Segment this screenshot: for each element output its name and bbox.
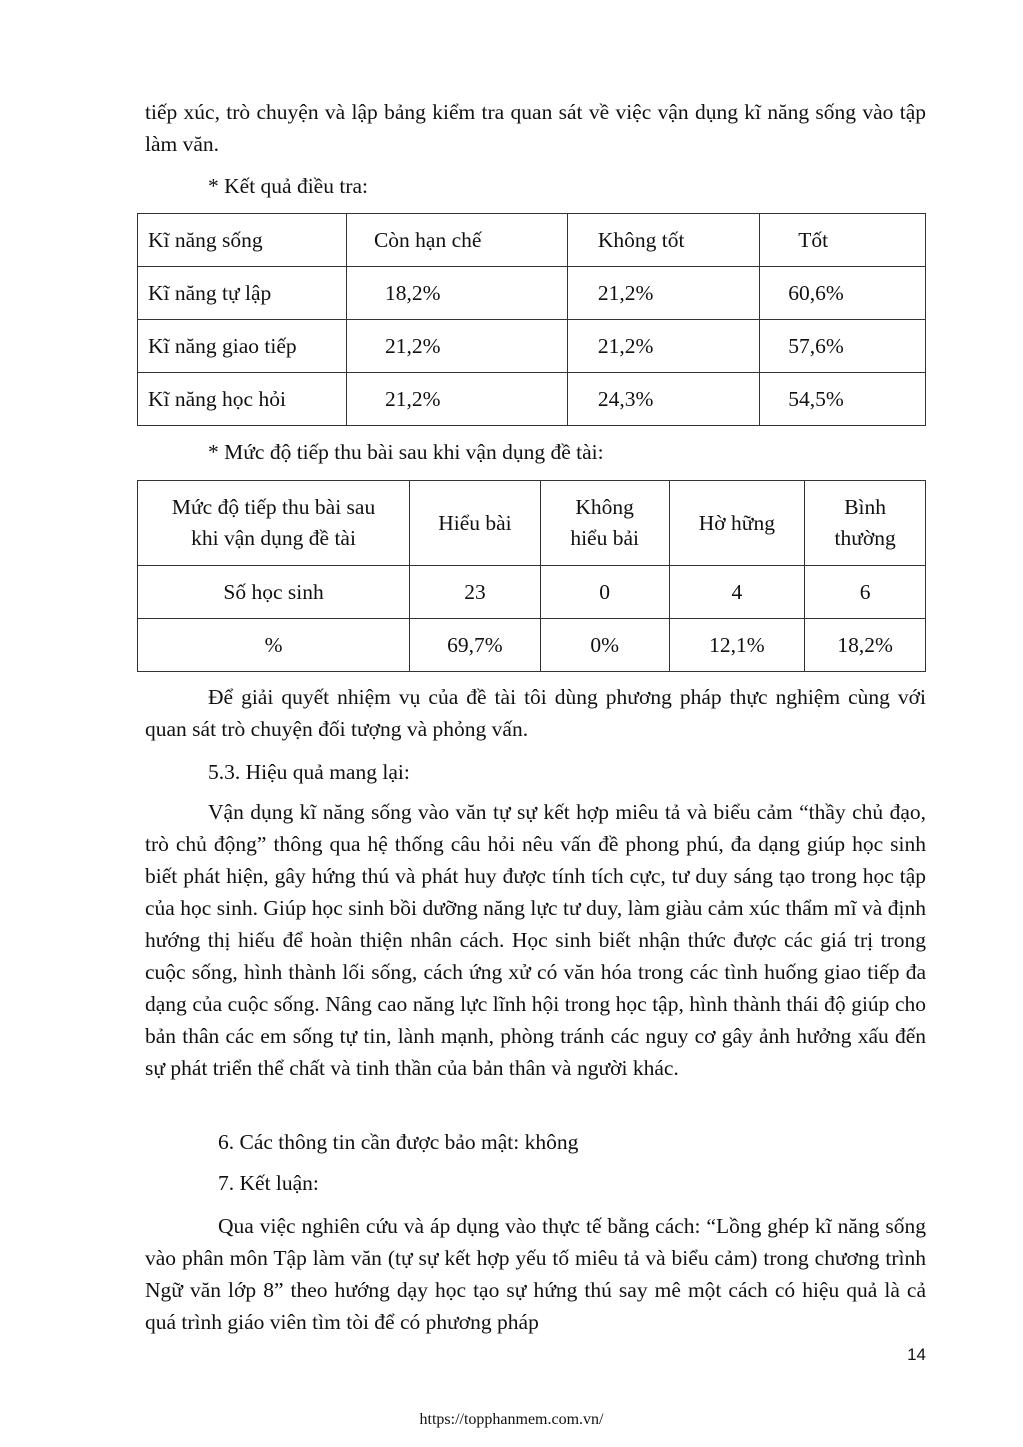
table-row [138,619,926,672]
absorption-table [137,480,926,672]
table-cell: % [138,619,410,672]
table-header-cell [540,481,669,566]
survey-heading: * Kết quả điều tra: [208,174,369,198]
table-cell: Kĩ năng tự lập [138,267,347,320]
table-header-cell: Không tốt [567,214,759,267]
table-cell: 21,2% [567,320,759,373]
table-cell: 18,2% [805,619,926,672]
header-line: Bình [844,495,887,519]
header-line: khi vận dụng đề tài [191,526,356,550]
table-cell: Kĩ năng giao tiếp [138,320,347,373]
table-header-cell [805,481,926,566]
page-number: 14 [907,1345,926,1364]
absorption-heading: * Mức độ tiếp thu bài sau khi vận dụng đề tài: [208,440,604,464]
table-row [138,267,926,320]
table-header-cell: Còn hạn chế [346,214,567,267]
header-line: Hiểu bài [438,510,512,535]
conclusion-paragraph: Qua việc nghiên cứu và áp dụng vào thực tế bằng cách: “Lồng ghép kĩ năng sống vào phân môn Tập làm văn (tự sự kết hợp yếu tố miêu tả và biểu cảm) trong chương trình Ngữ văn lớp 8” theo hướng dạy học tạo sự hứng thú say mê một cách có hiệu quả là cả quá trình giáo viên tìm tòi để có phương pháp [145,1214,926,1334]
table-cell: 21,2% [346,373,567,426]
intro-paragraph: tiếp xúc, trò chuyện và lập bảng kiểm tra quan sát về việc vận dụng kĩ năng sống vào tập làm văn. [145,100,926,156]
table-header-cell [410,481,541,566]
table-header-cell: Kĩ năng sống [138,214,347,267]
table-cell: 23 [410,566,541,619]
table-row [138,373,926,426]
header-line: Hờ hững [698,510,775,535]
table-cell: 60,6% [760,267,926,320]
table-cell: 54,5% [760,373,926,426]
table-cell: 18,2% [346,267,567,320]
table-header-row [138,481,926,566]
footer-url[interactable]: https://topphanmem.com.vn/ [419,1411,604,1428]
table-row [138,566,926,619]
table-cell: 4 [669,566,805,619]
table-cell: 12,1% [669,619,805,672]
table-cell: 57,6% [760,320,926,373]
header-line: thường [834,526,896,550]
table-cell: 21,2% [567,267,759,320]
section-6-title: 6. Các thông tin cần được bảo mật: không [218,1130,579,1154]
section-7-title: 7. Kết luận: [218,1171,319,1195]
table-cell: 24,3% [567,373,759,426]
effect-paragraph: Vận dụng kĩ năng sống vào văn tự sự kết hợp miêu tả và biểu cảm “thầy chủ đạo, trò chủ động” thông qua hệ thống câu hỏi nêu vấn đề phong phú, đa dạng giúp học sinh biết phát hiện, gây hứng thú và phát huy được tính tích cực, tư duy sáng tạo trong học tập của học sinh. Giúp học sinh bồi dưỡng năng lực tư duy, làm giàu cảm xúc thẩm mĩ và định hướng thị hiếu để hoàn thiện nhân cách. Học sinh biết nhận thức được các giá trị trong cuộc sống, hình thành lối sống, cách ứng xử có văn hóa trong các tình huống giao tiếp đa dạng của cuộc sống. Nâng cao năng lực lĩnh hội trong học tập, hình thành thái độ giúp cho bản thân các em sống tự tin, lành mạnh, phòng tránh các nguy cơ gây ảnh hưởng xấu đến sự phát triển thể chất và tinh thần của bản thân và người khác. [145,800,926,1080]
table-cell: 6 [805,566,926,619]
header-line: hiểu bải [570,526,639,550]
header-line: Không [575,495,634,519]
table-row [138,320,926,373]
table-cell: Kĩ năng học hỏi [138,373,347,426]
table-header-cell: Tốt [760,214,926,267]
table-cell: 21,2% [346,320,567,373]
table-header-row [138,214,926,267]
table-cell: 0% [540,619,669,672]
method-paragraph: Để giải quyết nhiệm vụ của đề tài tôi dùng phương pháp thực nghiệm cùng với quan sát trò chuyện đối tượng và phỏng vấn. [145,685,926,741]
table-cell: 69,7% [410,619,541,672]
table-header-cell [138,481,410,566]
header-line: Mức độ tiếp thu bài sau [171,495,376,519]
table-cell: Số học sinh [138,566,410,619]
table-header-cell [669,481,805,566]
table-cell: 0 [540,566,669,619]
skills-table [137,213,926,426]
section-5-3-title: 5.3. Hiệu quả mang lại: [208,760,410,784]
